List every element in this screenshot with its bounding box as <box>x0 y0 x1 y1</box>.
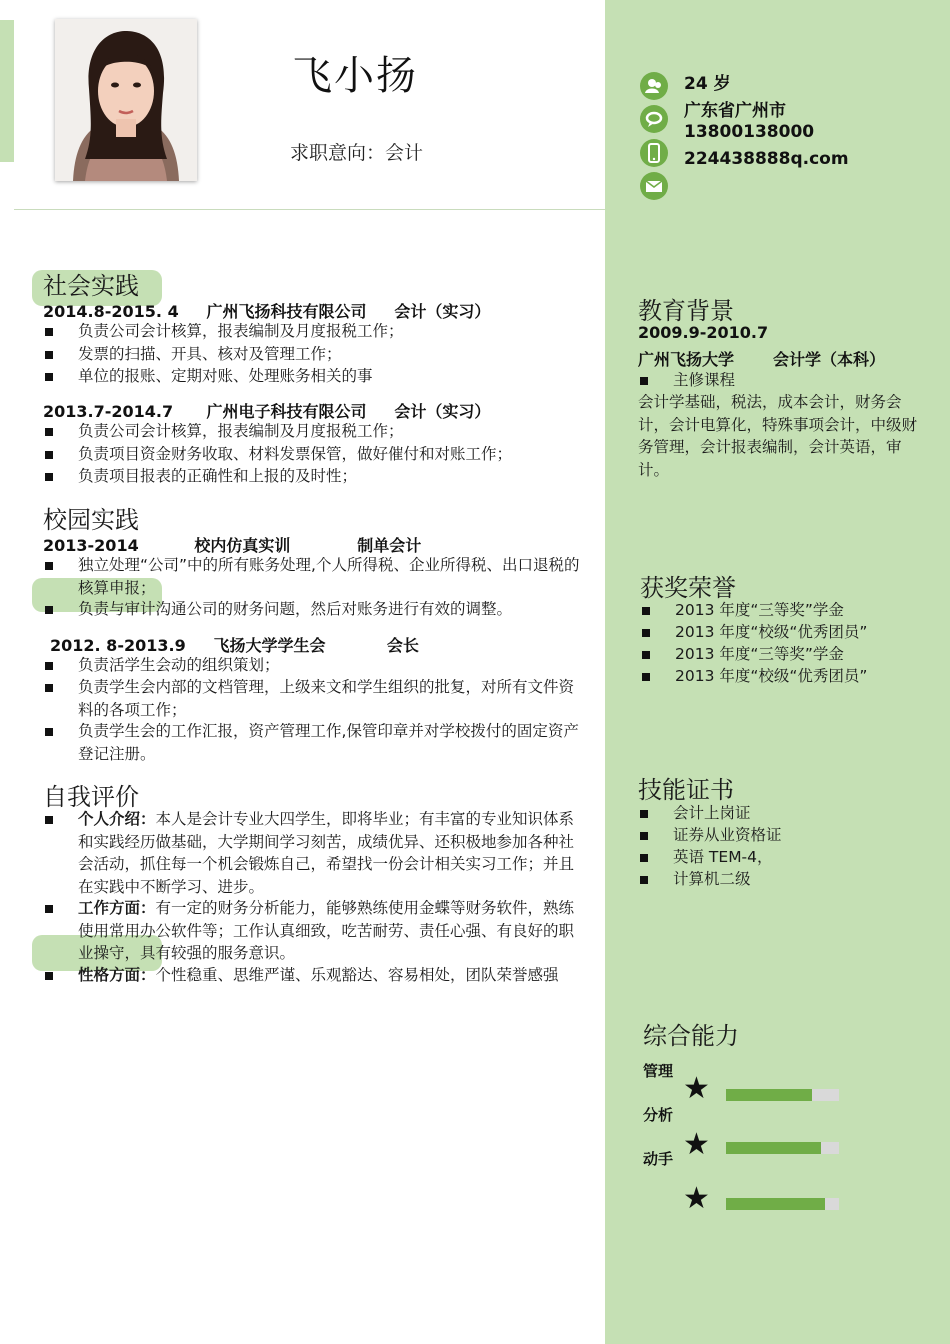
bullet-icon <box>45 662 53 670</box>
bullet-icon <box>45 451 53 459</box>
bullet-icon <box>640 854 648 862</box>
bullet-icon <box>640 876 648 884</box>
ability-label-analysis: 分析 <box>643 1106 674 1124</box>
ability-bar-fill <box>726 1198 825 1210</box>
section-title-campus: 校园实践 <box>43 506 139 534</box>
star-icon: ★ <box>683 1071 710 1106</box>
bullet-icon <box>640 832 648 840</box>
ability-bar-management <box>726 1089 839 1101</box>
education-period: 2009.9-2010.7 <box>638 323 769 342</box>
bullet-icon <box>640 377 648 385</box>
ability-bar-fill <box>726 1142 821 1154</box>
bullet-icon <box>45 684 53 692</box>
left-accent-bar <box>0 20 14 162</box>
profile-photo <box>55 19 197 181</box>
bullet-icon <box>45 351 53 359</box>
bullet-icon <box>45 373 53 381</box>
email-icon <box>640 172 668 200</box>
job-heading: 2013-2014 校内仿真实训 制单会计 <box>43 536 422 555</box>
bullet-icon <box>45 473 53 481</box>
section-title-self-eval: 自我评价 <box>43 783 139 811</box>
star-icon: ★ <box>683 1127 710 1162</box>
bullet-icon <box>45 905 53 913</box>
contact-location: 广东省广州市 <box>684 101 786 121</box>
location-icon <box>640 105 668 133</box>
job-heading: 2014.8-2015. 4 广州飞扬科技有限公司 会计（实习） <box>43 302 491 321</box>
bullet-icon <box>642 607 650 615</box>
contact-phone: 13800138000 <box>684 122 815 142</box>
ability-bar-analysis <box>726 1142 839 1154</box>
bullet-icon <box>45 816 53 824</box>
ability-label-hands-on: 动手 <box>643 1150 674 1168</box>
bullet-icon <box>45 562 53 570</box>
star-icon: ★ <box>683 1181 710 1216</box>
ability-label-management: 管理 <box>643 1062 674 1080</box>
header-divider <box>14 209 605 210</box>
contact-email: 224438888q.com <box>684 149 849 169</box>
section-title-awards: 获奖荣誉 <box>640 574 736 602</box>
candidate-name: 飞小扬 <box>292 53 418 99</box>
bullet-icon <box>642 629 650 637</box>
ability-bar-hands-on <box>726 1198 839 1210</box>
bullet-icon <box>642 673 650 681</box>
phone-icon <box>640 139 668 167</box>
bullet-icon <box>45 328 53 336</box>
job-heading: 2012. 8-2013.9 飞扬大学学生会 会长 <box>50 636 419 655</box>
education-courses: 会计学基础，税法，成本会计，财务会计，会计电算化，特殊事项会计，中级财务管理，会计报表编制，会计英语，审计。 <box>638 393 918 479</box>
bullet-icon <box>45 728 53 736</box>
bullet-icon <box>640 810 648 818</box>
bullet-icon <box>45 606 53 614</box>
user-icon <box>640 72 668 100</box>
section-title-certs: 技能证书 <box>638 776 734 804</box>
bullet-icon <box>45 972 53 980</box>
education-school: 广州飞扬大学 会计学（本科） <box>638 350 885 369</box>
portrait-image <box>55 19 197 181</box>
job-objective: 求职意向：会计 <box>290 142 424 164</box>
section-title-education: 教育背景 <box>638 297 734 325</box>
bullet-icon <box>642 651 650 659</box>
ability-bar-fill <box>726 1089 812 1101</box>
section-title-social: 社会实践 <box>43 272 139 300</box>
section-title-abilities: 综合能力 <box>643 1022 739 1050</box>
bullet-icon <box>45 428 53 436</box>
contact-age: 24 岁 <box>684 74 731 94</box>
job-heading: 2013.7-2014.7 广州电子科技有限公司 会计（实习） <box>43 402 491 421</box>
